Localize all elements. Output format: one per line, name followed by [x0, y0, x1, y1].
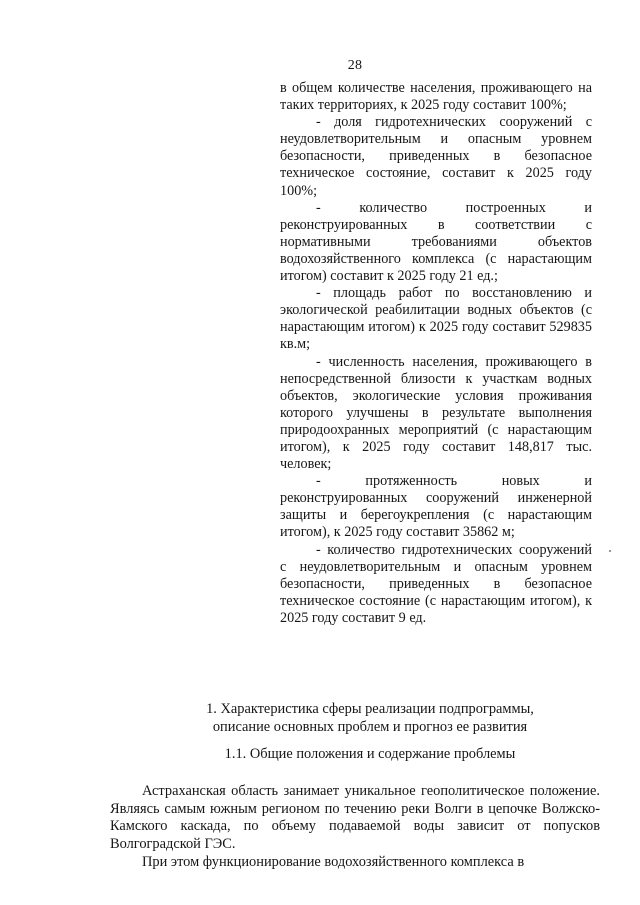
indicators-column: [280, 80, 592, 627]
section-title-line: 1. Характеристика сферы реализации подпрограммы,: [206, 701, 534, 717]
indicator-item: - протяженность новых и реконструированных сооружений инженерной защиты и берегоукрепления (с нарастающим итогом), к 2025 году составит 35862 м;: [280, 473, 592, 541]
body-text: [110, 783, 600, 872]
page-number: 28: [347, 58, 363, 73]
indicator-item: - количество построенных и реконструированных в соответствии с нормативными требованиями объектов водохозяйственного комплекса (с нарастающим итогом) составит к 2025 году 21 ед.;: [280, 199, 592, 285]
scan-speck: [609, 550, 611, 552]
indicator-item: - доля гидротехнических сооружений с неудовлетворительным и опасным уровнем безопасности, приведенных в безопасное техническое состояние, составит к 2025 году 100%;: [280, 114, 592, 199]
section-title-line: описание основных проблем и прогноз ее развития: [212, 719, 528, 735]
indicator-item: - количество гидротехнических сооружений с неудовлетворительным и опасным уровнем безопасности, приведенных в безопасное техническое состояние (с нарастающим итогом), к 2025 году составит 9 ед.: [280, 541, 592, 626]
indicator-item: - площадь работ по восстановлению и экологической реабилитации водных объектов (с нарастающим итогом) к 2025 году составит 529835 кв.м;: [280, 285, 592, 353]
body-paragraph: При этом функционирование водохозяйственного комплекса в: [142, 854, 525, 870]
section-subtitle-text: 1.1. Общие положения и содержание проблемы: [224, 746, 516, 762]
body-paragraph: Астраханская область занимает уникальное геополитическое положение. Являясь самым южным регионом по течению реки Волги в цепочке Волжско-Камского каскада, по объему подаваемой воды зависит от попусков Волгоградской ГЭС.: [110, 783, 600, 852]
indicator-item: в общем количестве населения, проживающего на таких территориях, к 2025 году составит 100%;: [280, 80, 592, 114]
indicator-item: - численность населения, проживающего в непосредственной близости к участкам водных объектов, экологические условия проживания которого улучшены в результате выполнения природоохранных мероприятий (с нарастающим итогом), к 2025 году составит 148,817 тыс. человек;: [280, 353, 592, 473]
section-title: [120, 700, 620, 736]
section-subtitle: [120, 745, 620, 763]
